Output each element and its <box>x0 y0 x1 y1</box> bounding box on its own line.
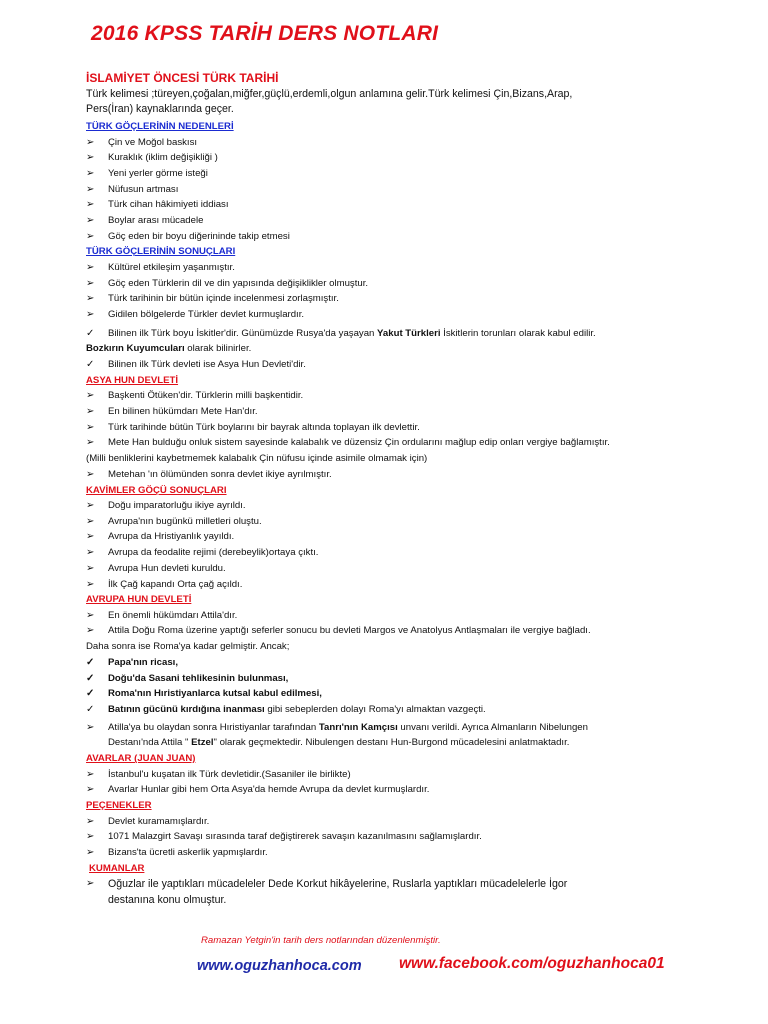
arrow-bullet-icon: ➢ <box>86 183 95 195</box>
list-item: ➢ İstanbul'u kuşatan ilk Türk devletidir.(Sasaniler ile birlikte) <box>86 767 726 783</box>
arrow-bullet-icon: ➢ <box>86 625 95 637</box>
check-item: ✓ Doğu'da Sasani tehlikesinin bulunması, <box>86 671 726 687</box>
arrow-bullet-icon: ➢ <box>86 831 95 843</box>
arrow-bullet-icon: ➢ <box>86 230 95 242</box>
arrow-bullet-icon: ➢ <box>86 721 95 733</box>
check-item: ✓ Batının gücünü kırdığına inanması gibi sebeplerden dolayı Roma'yı almaktan vazgeçti. <box>86 702 726 718</box>
arrow-bullet-icon: ➢ <box>86 199 95 211</box>
list-item: ➢ Başkenti Ötüken'dir. Türklerin milli başkentidir. <box>86 388 726 404</box>
arrow-bullet-icon: ➢ <box>86 309 95 321</box>
check-item: ✓ Bilinen ilk Türk devleti ise Asya Hun Devleti'dir. <box>86 357 726 373</box>
list-item: ➢ Kültürel etkileşim yaşanmıştır. <box>86 260 726 276</box>
list-item: ➢ Göç eden Türklerin dil ve din yapısında değişiklikler olmuştur. <box>86 276 726 292</box>
website-link[interactable]: www.oguzhanhoca.com <box>197 958 362 974</box>
notes-body <box>86 70 726 908</box>
list-item: ➢ Avrupa Hun devleti kuruldu. <box>86 561 726 577</box>
list-item: ➢ Avrupa da feodalite rejimi (derebeylik)ortaya çıktı. <box>86 545 726 561</box>
list-avrupa-hun <box>86 608 726 751</box>
checkmark-icon: ✓ <box>86 327 95 339</box>
intro-line-1: Türk kelimesi ;türeyen,çoğalan,miğfer,güçlü,erdemli,olgun anlamına gelir.Türk kelimesi Çin,Bizans,Arap, <box>86 88 573 100</box>
list-item: ➢ Attila Doğu Roma üzerine yaptığı seferler sonucu bu devleti Margos ve Anatolyus Antlaşmaları ile vergiye bağladı. <box>86 623 726 639</box>
check-item: ✓ Bilinen ilk Türk boyu İskitler'dir. Günümüzde Rusya'da yaşayan Yakut Türkleri İskitlerin torunları olarak kabul edilir. <box>86 326 726 342</box>
arrow-bullet-icon: ➢ <box>86 768 95 780</box>
list-item: ➢ En önemli hükümdarı Attila'dır. <box>86 608 726 624</box>
arrow-bullet-icon: ➢ <box>86 390 95 402</box>
arrow-bullet-icon: ➢ <box>86 468 95 480</box>
footer-credit: Ramazan Yetgin'in tarih ders notlarından düzenlenmiştir. <box>201 935 441 946</box>
arrow-bullet-icon: ➢ <box>86 261 95 273</box>
arrow-bullet-icon: ➢ <box>86 531 95 543</box>
section-title-asya-hun: ASYA HUN DEVLETİ <box>86 374 179 386</box>
list-item: ➢ Avarlar Hunlar gibi hem Orta Asya'da hemde Avrupa da devlet kurmuşlardır. <box>86 782 726 798</box>
arrow-bullet-icon: ➢ <box>86 136 95 148</box>
list-item: ➢ Gidilen bölgelerde Türkler devlet kurmuşlardır. <box>86 307 726 323</box>
arrow-bullet-icon: ➢ <box>86 784 95 796</box>
arrow-bullet-icon: ➢ <box>86 277 95 289</box>
arrow-bullet-icon: ➢ <box>86 846 95 858</box>
list-pecenekler <box>86 814 726 861</box>
section-title-kumanlar: KUMANLAR <box>89 862 145 874</box>
arrow-bullet-icon: ➢ <box>86 878 95 890</box>
list-item: ➢ Nüfusun artması <box>86 182 726 198</box>
list-item: ➢ Boylar arası mücadele <box>86 213 726 229</box>
list-item-continuation: Destanı'nda Attila " Etzel" olarak geçmektedir. Nibulengen destanı Hun-Burgond mücadelesini anlatmaktadır. <box>108 737 570 749</box>
arrow-bullet-icon: ➢ <box>86 547 95 559</box>
list-item: ➢ Göç eden bir boyu diğerininde takip etmesi <box>86 229 726 245</box>
arrow-bullet-icon: ➢ <box>86 515 95 527</box>
list-kavimler-gocu <box>86 498 726 592</box>
list-item-continuation: destanına konu olmuştur. <box>108 894 227 907</box>
arrow-bullet-icon: ➢ <box>86 406 95 418</box>
check-item: ✓ Roma'nın Hıristiyanlarca kutsal kabul edilmesi, <box>86 686 726 702</box>
list-asya-hun <box>86 388 726 482</box>
section-title-kavimler-gocu: KAVİMLER GÖÇÜ SONUÇLARI <box>86 484 227 496</box>
intro-line-2: Pers(İran) kaynaklarında geçer. <box>86 103 234 115</box>
page-title: 2016 KPSS TARİH DERS NOTLARI <box>91 22 439 45</box>
list-goc-nedenleri <box>86 135 726 245</box>
list-item: ➢ Atilla'ya bu olaydan sonra Hıristiyanlar tarafından Tanrı'nın Kamçısı unvanı verildi. Ayrıca Almanların Nibelungen <box>86 720 726 736</box>
list-item: ➢ Yeni yerler görme isteği <box>86 166 726 182</box>
list-item: ➢ Türk tarihinde bütün Türk boylarını bir bayrak altında toplayan ilk devlettir. <box>86 420 726 436</box>
arrow-bullet-icon: ➢ <box>86 293 95 305</box>
list-item: ➢ Oğuzlar ile yaptıkları mücadeleler Dede Korkut hikâyelerine, Ruslarla yaptıkları mücadelelerle İgor <box>86 878 568 891</box>
section-title-goc-nedenleri: TÜRK GÖÇLERİNİN NEDENLERİ <box>86 121 234 132</box>
list-item: ➢ Metehan 'ın ölümünden sonra devlet ikiye ayrılmıştır. <box>86 467 726 483</box>
list-item: ➢ Mete Han bulduğu onluk sistem sayesinde kalabalık ve düzensiz Çin ordularını mağlup edip onları vergiye bağlamıştır. <box>86 435 726 451</box>
list-item: ➢ Doğu imparatorluğu ikiye ayrıldı. <box>86 498 726 514</box>
list-avarlar <box>86 767 726 798</box>
list-item: ➢ Avrupa'nın bugünkü milletleri oluştu. <box>86 514 726 530</box>
arrow-bullet-icon: ➢ <box>86 437 95 449</box>
list-item: ➢ İlk Çağ kapandı Orta çağ açıldı. <box>86 577 726 593</box>
section-title-avarlar: AVARLAR (JUAN JUAN) <box>86 753 196 765</box>
list-item: ➢ Bizans'ta ücretli askerlik yapmışlardır. <box>86 845 726 861</box>
list-item: ➢ 1071 Malazgirt Savaşı sırasında taraf değiştirerek savaşın kazanılmasını sağlamışlardır. <box>86 829 726 845</box>
list-item: ➢ Kuraklık (iklim değişikliği ) <box>86 150 726 166</box>
list-item: ➢ Avrupa da Hristiyanlık yayıldı. <box>86 529 726 545</box>
checkmark-icon: ✓ <box>86 359 95 371</box>
list-item: ➢ En bilinen hükümdarı Mete Han'dır. <box>86 404 726 420</box>
list-goc-sonuclari <box>86 260 726 323</box>
section-title-goc-sonuclari: TÜRK GÖÇLERİNİN SONUÇLARI <box>86 246 236 258</box>
check-item-continuation: Bozkırın Kuyumcuları olarak bilinirler. <box>86 343 252 355</box>
list-item: ➢ Çin ve Moğol baskısı <box>86 135 726 151</box>
main-heading: İSLAMİYET ÖNCESİ TÜRK TARİHİ <box>86 71 279 85</box>
arrow-bullet-icon: ➢ <box>86 421 95 433</box>
arrow-bullet-icon: ➢ <box>86 578 95 590</box>
list-note: (Milli benliklerini kaybetmemek kalabalık Çin nüfusu içinde asimile olmamak için) <box>86 453 428 465</box>
arrow-bullet-icon: ➢ <box>86 562 95 574</box>
section-title-avrupa-hun: AVRUPA HUN DEVLETİ <box>86 594 192 606</box>
list-item: ➢ Devlet kuramamışlardır. <box>86 814 726 830</box>
arrow-bullet-icon: ➢ <box>86 215 95 227</box>
checkmark-icon: ✓ <box>86 656 95 668</box>
list-item: ➢ Türk tarihinin bir bütün içinde incelenmesi zorlaşmıştır. <box>86 291 726 307</box>
check-item: ✓ Papa'nın ricası, <box>86 655 726 671</box>
facebook-link[interactable]: www.facebook.com/oguzhanhoca01 <box>399 955 665 972</box>
arrow-bullet-icon: ➢ <box>86 167 95 179</box>
checkmark-icon: ✓ <box>86 672 95 684</box>
list-item: ➢ Türk cihan hâkimiyeti iddiası <box>86 197 726 213</box>
section-title-pecenekler: PEÇENEKLER <box>86 800 152 812</box>
arrow-bullet-icon: ➢ <box>86 609 95 621</box>
arrow-bullet-icon: ➢ <box>86 815 95 827</box>
list-continuation: Daha sonra ise Roma'ya kadar gelmiştir. Ancak; <box>86 641 290 653</box>
intro-paragraph <box>86 87 726 117</box>
arrow-bullet-icon: ➢ <box>86 152 95 164</box>
checkmark-icon: ✓ <box>86 704 95 715</box>
arrow-bullet-icon: ➢ <box>86 500 95 512</box>
checkmark-icon: ✓ <box>86 688 95 700</box>
